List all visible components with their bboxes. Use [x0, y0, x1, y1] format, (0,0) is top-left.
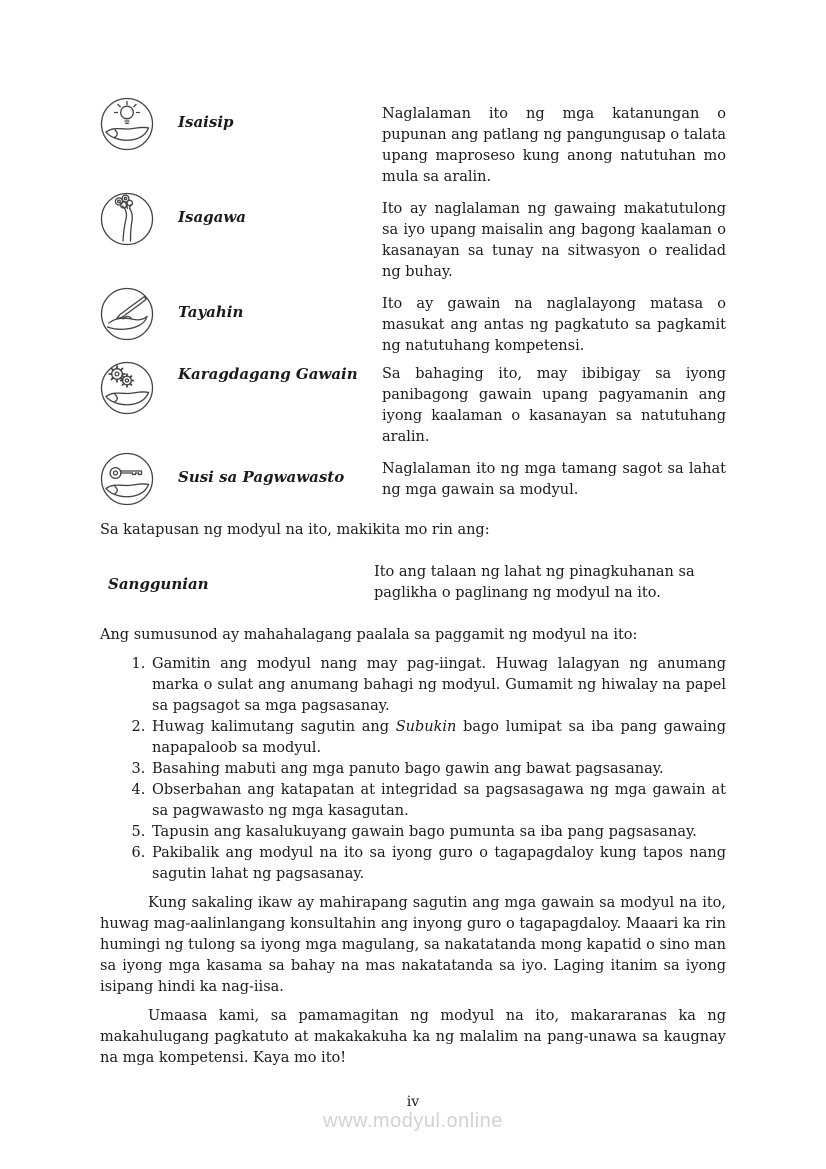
reminder-item: 4. Obserbahan ang katapatan at integridad sa pagsasagawa ng mga gawain at sa pagwawasto ng mga kasagutan.	[150, 780, 726, 822]
closing-paragraph: Kung sakaling ikaw ay mahirapang sagutin ang mga gawain sa modyul na ito, huwag mag-aalinlangang konsultahin ang inyong guro o tagapagdaloy. Maaari ka rin humingi ng tulong sa iyong mga magulang, sa nakatatanda mong kapatid o sino man sa iyong mga kasama sa bahay na mas nakatatanda sa iyo. Laging itanim sa iyong isipang hindi ka nag-iisa.	[100, 895, 727, 995]
gears-in-hand-icon	[100, 361, 178, 415]
section-description: Sa bahaging ito, may ibibigay sa iyong panibagong gawain upang pagyamanin ang iyong kaalaman o kasanayan sa natutuhang aralin.	[382, 366, 726, 445]
module-section-tayahin	[100, 287, 726, 357]
reminder-item: 1. Gamitin ang modyul nang may pag-iingat. Huwag lalagyan ng anumang marka o sulat ang anumang bahagi ng modyul. Gumamit ng hiwalay na papel sa pagsagot sa mga pagsasanay.	[150, 654, 726, 717]
key-in-hand-icon	[100, 452, 178, 506]
module-section-isaisip	[100, 97, 726, 188]
reminder-item: 6. Pakibalik ang modyul na ito sa iyong guro o tagapagdaloy kung tapos nang sagutin lahat ng pagsasanay.	[150, 843, 726, 885]
reminders-list	[100, 654, 726, 885]
hand-reaching-flowers-icon	[100, 192, 178, 246]
module-section-karagdagang-gawain	[100, 361, 726, 448]
lightbulb-in-hand-icon	[100, 97, 178, 151]
section-label: Karagdagang Gawain	[178, 365, 358, 383]
section-description: Ito ay gawain na naglalayong matasa o masukat ang antas ng pagkatuto sa pagkamit ng natutuhang kompetensi.	[382, 296, 726, 354]
after-sections-note: Sa katapusan ng modyul na ito, makikita mo rin ang:	[100, 522, 490, 538]
module-section-isagawa	[100, 192, 726, 283]
section-label: Tayahin	[178, 303, 244, 321]
closing-paragraph: Umaasa kami, sa pamamagitan ng modyul na ito, makararanas ka ng makahulugang pagkatuto at makakakuha ka ng malalim na pang-unawa sa kaugnay na mga kompetensi. Kaya mo ito!	[100, 1008, 726, 1066]
reminder-item: 2. Huwag kalimutang sagutin ang Subukin bago lumipat sa iba pang gawaing napapaloob sa modyul.	[150, 717, 726, 759]
hand-writing-pen-icon	[100, 287, 178, 341]
page-number: iv	[406, 1094, 420, 1110]
module-section-susi-sa-pagwawasto	[100, 452, 726, 506]
module-section-sanggunian	[100, 562, 726, 604]
section-description: Ito ay naglalaman ng gawaing makatutulong sa iyo upang maisalin ang bagong kaalaman o kasanayan sa tunay na sitwasyon o realidad ng buhay.	[382, 201, 726, 280]
italic-term: Subukin	[395, 719, 457, 735]
section-label: Susi sa Pagwawasto	[178, 468, 345, 486]
section-description: Naglalaman ito ng mga katanungan o pupunan ang patlang ng pangungusap o talata upang maproseso kung anong natutuhan mo mula sa aralin.	[382, 106, 726, 185]
section-label: Isaisip	[178, 113, 234, 131]
section-description: Naglalaman ito ng mga tamang sagot sa lahat ng mga gawain sa modyul.	[382, 461, 726, 498]
site-watermark: www.modyul.online	[323, 1110, 503, 1132]
reminder-item: 3. Basahing mabuti ang mga panuto bago gawin ang bawat pagsasanay.	[150, 759, 726, 780]
section-label: Isagawa	[178, 208, 247, 226]
section-label: Sanggunian	[108, 575, 209, 593]
reminders-intro: Ang sumusunod ay mahahalagang paalala sa paggamit ng modyul na ito:	[100, 627, 638, 643]
section-description: Ito ang talaan ng lahat ng pinagkuhanan sa paglikha o paglinang ng modyul na ito.	[374, 564, 695, 601]
reminder-item: 5. Tapusin ang kasalukuyang gawain bago pumunta sa iba pang pagsasanay.	[150, 822, 726, 843]
